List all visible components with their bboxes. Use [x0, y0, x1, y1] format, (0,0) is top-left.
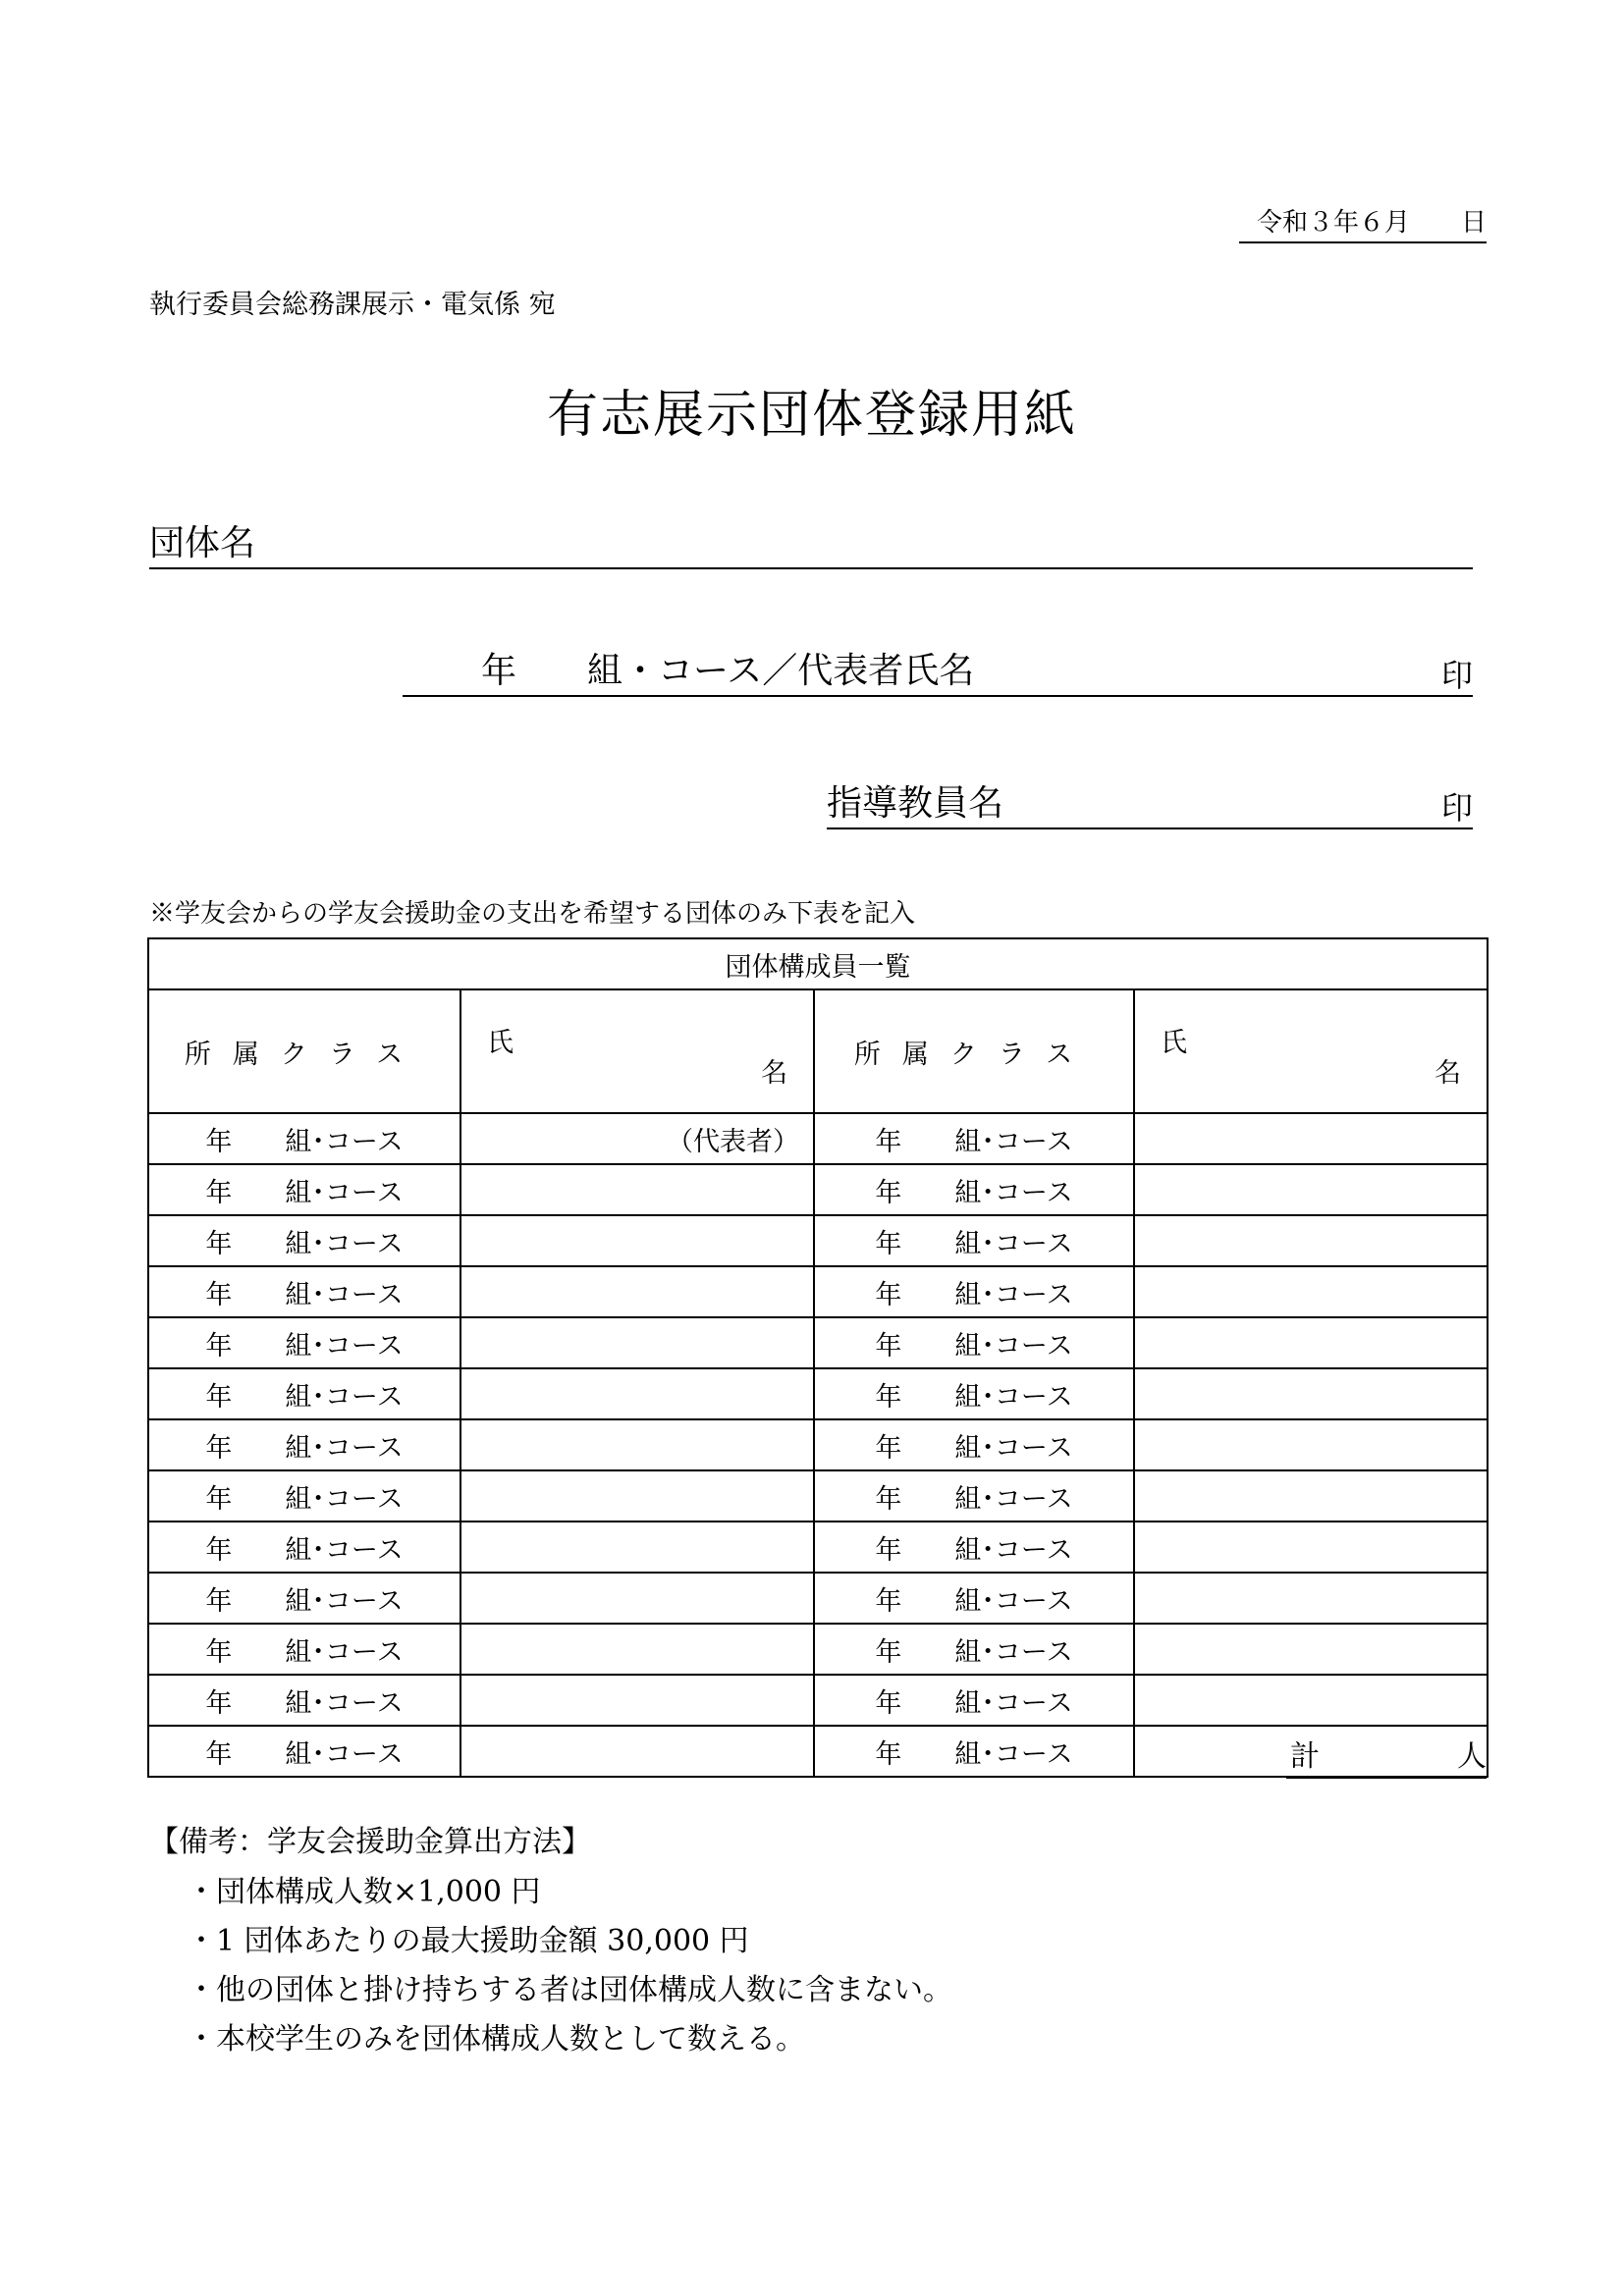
name-cell[interactable]: [1134, 1215, 1488, 1266]
member-rows: [148, 1113, 1488, 1777]
addressee: 執行委員会総務課展示・電気係 宛: [149, 290, 556, 320]
name-cell[interactable]: [460, 1470, 814, 1522]
class-cell[interactable]: 年 組･コース: [148, 1624, 460, 1675]
class-cell[interactable]: 年 組･コース: [148, 1419, 460, 1470]
table-row: [148, 1215, 1488, 1266]
name-cell[interactable]: [1134, 1317, 1488, 1368]
table-row: [148, 1470, 1488, 1522]
name-cell[interactable]: [1134, 1573, 1488, 1624]
name-cell[interactable]: [460, 1624, 814, 1675]
class-cell[interactable]: 年 組･コース: [148, 1368, 460, 1419]
name-cell[interactable]: [460, 1266, 814, 1317]
class-cell[interactable]: 年 組･コース: [814, 1470, 1134, 1522]
page-title: 有志展示団体登録用紙: [546, 386, 1077, 445]
name-cell[interactable]: [460, 1522, 814, 1573]
class-cell[interactable]: 年 組･コース: [148, 1266, 460, 1317]
name-cell[interactable]: [1134, 1266, 1488, 1317]
class-cell[interactable]: 年 組･コース: [814, 1675, 1134, 1726]
remarks-title: 【備考：学友会援助金算出方法】: [149, 1825, 591, 1859]
class-cell[interactable]: 年 組･コース: [148, 1522, 460, 1573]
name-cell[interactable]: [460, 1215, 814, 1266]
remarks-item: ・他の団体と掛け持ちする者は団体構成人数に含まない。: [187, 1973, 952, 2007]
name-cell[interactable]: [1134, 1368, 1488, 1419]
name-cell[interactable]: [1134, 1675, 1488, 1726]
table-row: [148, 1317, 1488, 1368]
class-cell[interactable]: 年 組･コース: [814, 1419, 1134, 1470]
class-cell[interactable]: 年 組･コース: [148, 1470, 460, 1522]
remarks-item: ・団体構成人数×1,000 円: [187, 1875, 541, 1909]
class-cell[interactable]: 年 組･コース: [814, 1266, 1134, 1317]
table-row: [148, 1113, 1488, 1164]
table-row: [148, 1624, 1488, 1675]
class-cell[interactable]: 年 組･コース: [814, 1215, 1134, 1266]
name-cell[interactable]: [1134, 1113, 1488, 1164]
class-cell[interactable]: 年 組･コース: [148, 1113, 460, 1164]
class-cell[interactable]: 年 組･コース: [814, 1573, 1134, 1624]
name-cell[interactable]: [1134, 1522, 1488, 1573]
representative-marker: （代表者）: [667, 1126, 799, 1157]
instruction-note: ※学友会からの学友会援助金の支出を希望する団体のみ下表を記入: [149, 899, 916, 929]
name-cell[interactable]: [460, 1164, 814, 1215]
header-class-left: 所属クラス: [148, 989, 460, 1113]
table-row: [148, 1419, 1488, 1470]
name-cell[interactable]: [460, 1573, 814, 1624]
table-caption: 団体構成員一覧: [148, 938, 1488, 989]
header-name-given: 名: [761, 1058, 787, 1089]
header-name-right: [1134, 989, 1488, 1113]
org-name-field[interactable]: [149, 520, 1473, 569]
class-cell[interactable]: 年 組･コース: [814, 1368, 1134, 1419]
class-cell[interactable]: 年 組･コース: [814, 1113, 1134, 1164]
class-cell[interactable]: 年 組･コース: [814, 1726, 1134, 1777]
member-table: [147, 937, 1489, 1778]
total-count-field[interactable]: [1286, 1737, 1487, 1779]
name-cell[interactable]: [460, 1726, 814, 1777]
teacher-label: 指導教員名: [827, 783, 1004, 824]
name-cell[interactable]: [460, 1113, 814, 1164]
class-cell[interactable]: 年 組･コース: [814, 1624, 1134, 1675]
table-row: [148, 1164, 1488, 1215]
class-cell[interactable]: 年 組･コース: [814, 1164, 1134, 1215]
table-row: [148, 1573, 1488, 1624]
total-unit: 人: [1457, 1739, 1487, 1774]
date-field[interactable]: 令和３年６月 日: [1239, 204, 1487, 243]
teacher-seal: 印: [1440, 789, 1473, 827]
name-cell[interactable]: [1134, 1624, 1488, 1675]
name-cell[interactable]: [460, 1317, 814, 1368]
name-cell[interactable]: [1134, 1470, 1488, 1522]
name-cell[interactable]: [460, 1419, 814, 1470]
table-row: [148, 1266, 1488, 1317]
table-row: [148, 1522, 1488, 1573]
header-name-left: [460, 989, 814, 1113]
representative-seal: 印: [1440, 657, 1473, 694]
remarks-item: ・本校学生のみを団体構成人数として数える。: [187, 2022, 805, 2056]
total-label: 計: [1290, 1739, 1320, 1774]
name-cell[interactable]: [1134, 1419, 1488, 1470]
class-cell[interactable]: 年 組･コース: [148, 1164, 460, 1215]
header-name-given: 名: [1435, 1058, 1461, 1089]
table-row: [148, 1368, 1488, 1419]
class-cell[interactable]: 年 組･コース: [814, 1317, 1134, 1368]
name-cell[interactable]: [460, 1675, 814, 1726]
teacher-field[interactable]: [827, 780, 1473, 829]
header-name-surname: 氏: [1161, 1028, 1187, 1058]
class-cell[interactable]: 年 組･コース: [148, 1215, 460, 1266]
representative-label: 年 組・コース／代表者氏名: [481, 651, 975, 691]
org-name-label: 団体名: [149, 523, 256, 563]
header-name-surname: 氏: [487, 1028, 514, 1058]
class-cell[interactable]: 年 組･コース: [148, 1726, 460, 1777]
representative-field[interactable]: [403, 648, 1473, 697]
class-cell[interactable]: 年 組･コース: [148, 1317, 460, 1368]
header-class-right: 所属クラス: [814, 989, 1134, 1113]
name-cell[interactable]: [460, 1368, 814, 1419]
remarks-list: [187, 1868, 952, 2064]
table-row: [148, 1675, 1488, 1726]
class-cell[interactable]: 年 組･コース: [814, 1522, 1134, 1573]
class-cell[interactable]: 年 組･コース: [148, 1573, 460, 1624]
class-cell[interactable]: 年 組･コース: [148, 1675, 460, 1726]
remarks-item: ・1 団体あたりの最大援助金額 30,000 円: [187, 1924, 749, 1958]
name-cell[interactable]: [1134, 1164, 1488, 1215]
